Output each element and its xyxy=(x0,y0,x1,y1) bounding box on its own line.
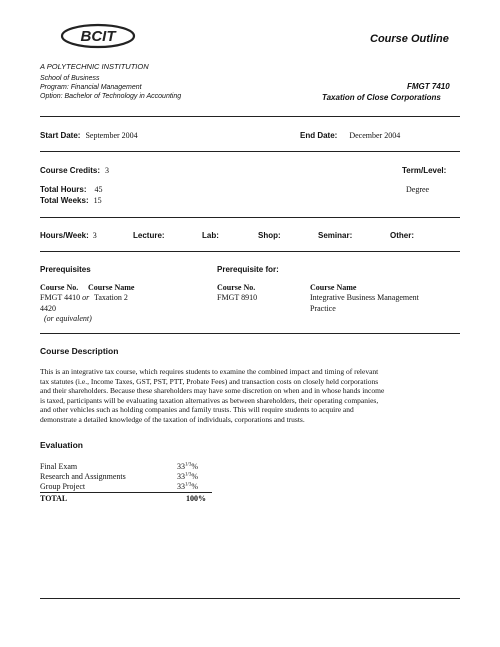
divider xyxy=(40,116,460,117)
start-date: Start Date: September 2004 xyxy=(40,131,138,140)
prereq-col-name: Course Name xyxy=(88,283,135,292)
prereq-equivalent: (or equivalent) xyxy=(44,314,92,323)
total-rule xyxy=(40,492,212,493)
other-label: Other: xyxy=(390,231,414,240)
prereq-col-no: Course No. xyxy=(40,283,79,292)
prerequisites-heading: Prerequisites xyxy=(40,265,91,274)
footer-divider xyxy=(40,598,460,599)
seminar-label: Seminar: xyxy=(318,231,353,240)
divider xyxy=(40,217,460,218)
eval-row-research: Research and Assignments $33^{1/3}\%$ xyxy=(40,472,199,481)
divider xyxy=(40,333,460,334)
divider xyxy=(40,151,460,152)
shop-label: Shop: xyxy=(258,231,281,240)
doc-type: Course Outline xyxy=(370,33,449,45)
prerequisite-for-heading: Prerequisite for: xyxy=(217,265,279,274)
prereq-for-col-no: Course No. xyxy=(217,283,256,292)
eval-row-final-exam: Final Exam $33^{1/3}\%$ xyxy=(40,462,199,471)
program: Program: Financial Management xyxy=(40,84,142,91)
divider xyxy=(40,251,460,252)
institution: A POLYTECHNIC INSTITUTION xyxy=(40,62,149,71)
term-level-label: Term/Level: xyxy=(402,166,447,175)
lab-label: Lab: xyxy=(202,231,219,240)
course-code: FMGT 7410 xyxy=(407,82,450,91)
logo-text: BCIT xyxy=(80,28,116,45)
course-title: Taxation of Close Corporations xyxy=(322,93,441,102)
prereq-for-row1-name: Integrative Business Management xyxy=(310,293,419,302)
school: School of Business xyxy=(40,75,100,82)
option: Option: Bachelor of Technology in Accounting xyxy=(40,93,182,100)
description-body: This is an integrative tax course, which requires students to examine the combined impact and timing of relevant tax statutes (i.e., Income Taxes, GST, PST, PTT, Probate Fees) and transaction costs on closely held corporations and their shareholders. Because these shareholders may have some discretion on when and in whose hands income is taxed, participants will be evaluating taxation alternatives as between shareholders, their operating companies, and other vehicles such as holding companies and family trusts. This will require students to acquire and demonstrate a detailed knowledge of the taxation of individuals, corporations and trusts. xyxy=(40,367,385,424)
hours-per-week: Hours/Week: 3 xyxy=(40,231,97,240)
description-heading: Course Description xyxy=(40,346,119,356)
course-credits: Course Credits: 3 xyxy=(40,166,110,175)
total-hours: Total Hours: 45 xyxy=(40,185,103,194)
prereq-row1-name: Taxation 2 xyxy=(94,293,128,302)
eval-row-total: TOTAL 100% xyxy=(40,494,206,503)
eval-row-group-project: Group Project $33^{1/3}\%$ xyxy=(40,482,199,491)
end-date: End Date: December 2004 xyxy=(300,131,401,140)
evaluation-heading: Evaluation xyxy=(40,440,83,450)
bcit-logo xyxy=(58,22,138,52)
prereq-for-col-name: Course Name xyxy=(310,283,357,292)
prereq-for-row1-name-2: Practice xyxy=(310,304,336,313)
prereq-row2: 4420 xyxy=(40,304,56,313)
prereq-for-row1-no: FMGT 8910 xyxy=(217,293,258,302)
lecture-label: Lecture: xyxy=(133,231,165,240)
prereq-row1: FMGT 4410 or xyxy=(40,293,90,302)
total-weeks: Total Weeks: 15 xyxy=(40,196,102,205)
term-level-value: Degree xyxy=(406,185,430,194)
